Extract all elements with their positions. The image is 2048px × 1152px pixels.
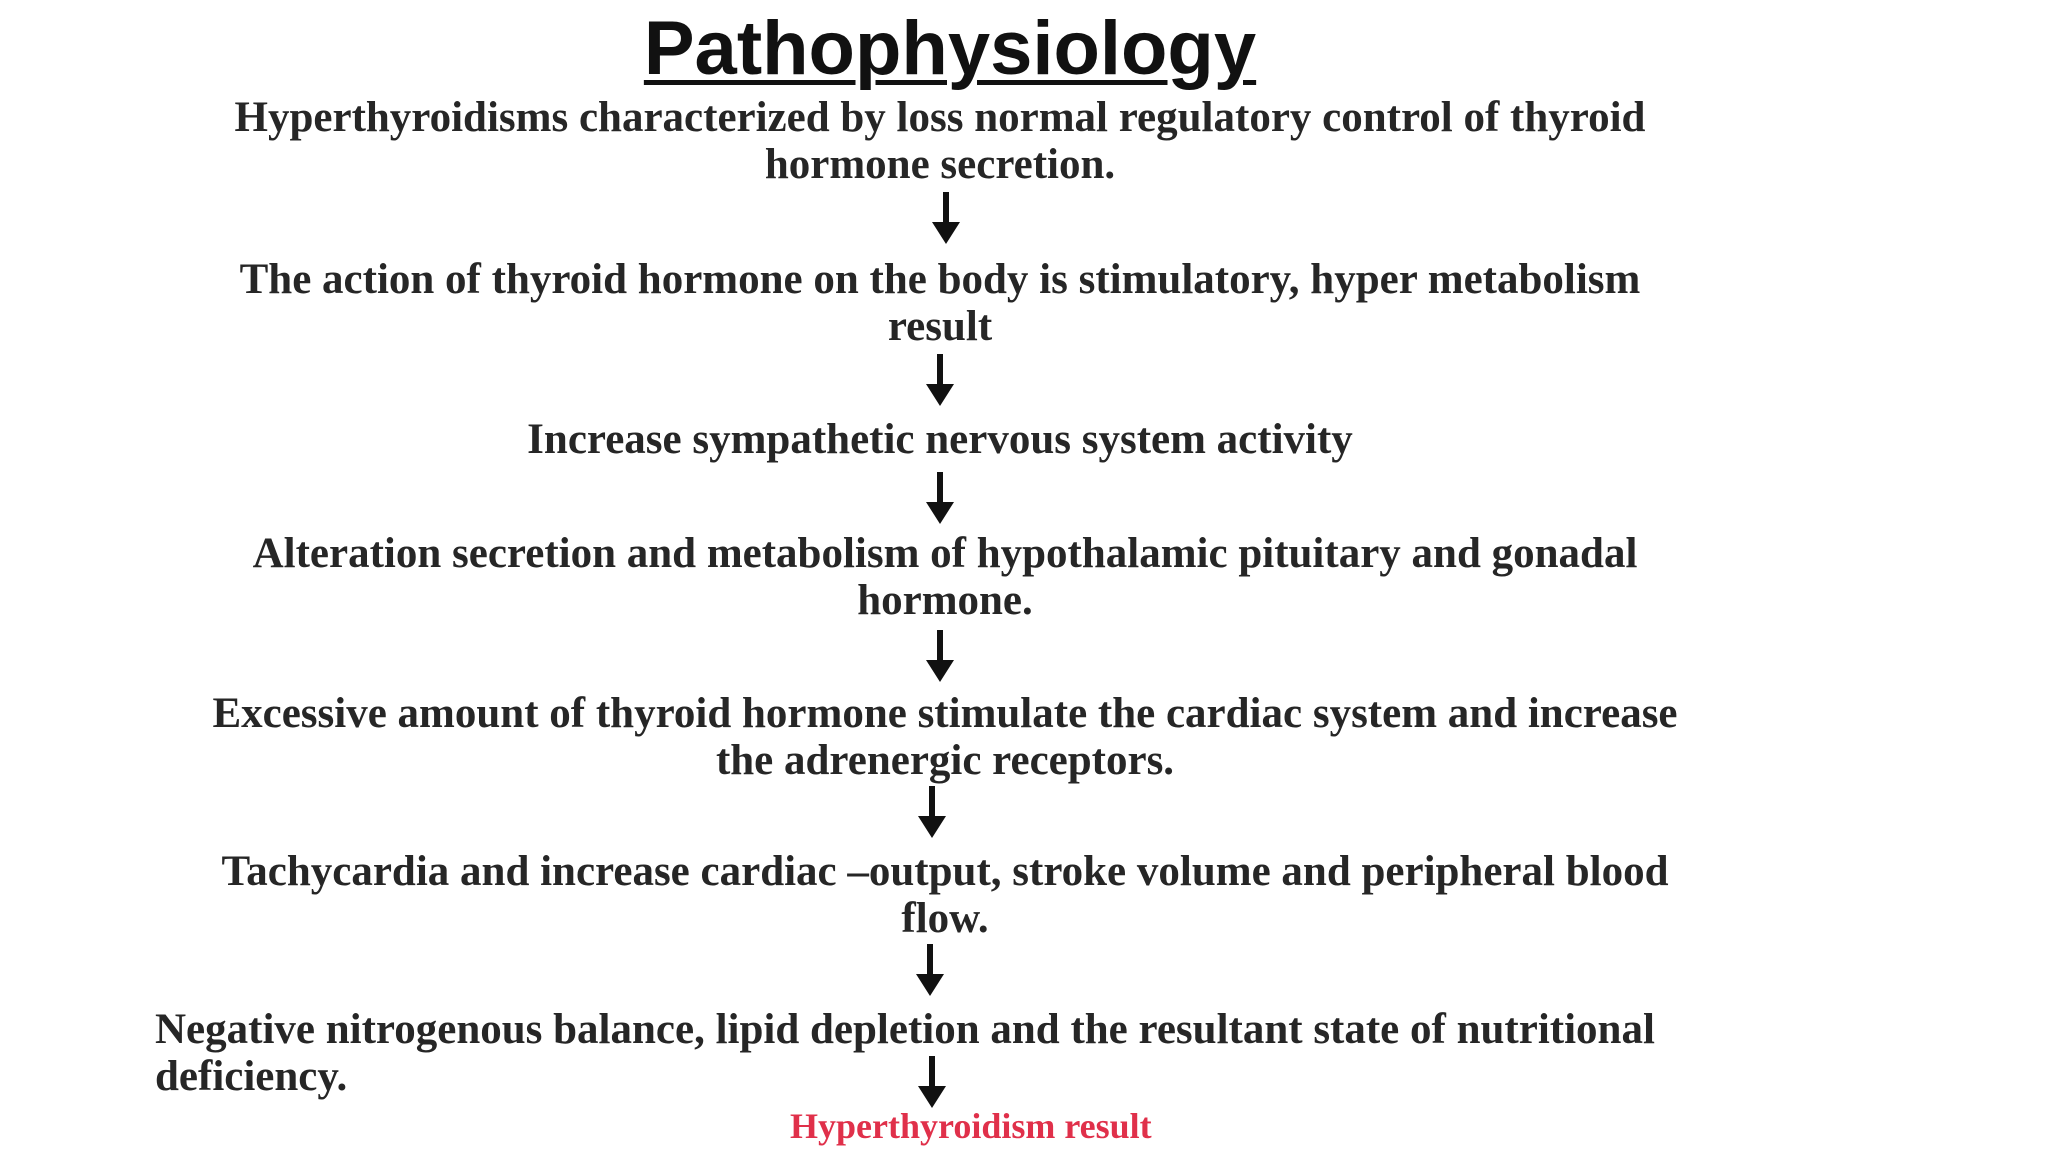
flow-step-6: Tachycardia and increase cardiac –output, stroke volume and peripheral blood flow. xyxy=(221,848,1669,942)
flow-arrow-5 xyxy=(912,784,952,840)
flow-step-1: Hyperthyroidisms characterized by loss normal regulatory control of thyroid hormone secretion. xyxy=(234,94,1646,188)
flow-step-5: Excessive amount of thyroid hormone stimulate the cardiac system and increase the adrenergic receptors. xyxy=(212,690,1678,784)
flow-step-4: Alteration secretion and metabolism of hypothalamic pituitary and gonadal hormone. xyxy=(252,530,1638,624)
flow-step-2: The action of thyroid hormone on the body is stimulatory, hyper metabolism result xyxy=(239,256,1641,350)
flow-arrow-3 xyxy=(920,470,960,526)
flow-step-7: Negative nitrogenous balance, lipid depletion and the resultant state of nutritional deficiency. xyxy=(155,1006,1655,1100)
flow-arrow-6 xyxy=(910,942,950,998)
flow-result: Hyperthyroidism result xyxy=(790,1106,1152,1146)
flow-step-3: Increase sympathetic nervous system activity xyxy=(527,416,1353,463)
flow-arrow-1 xyxy=(926,190,966,246)
flow-arrow-7 xyxy=(912,1054,952,1110)
flow-arrow-4 xyxy=(920,628,960,684)
page-title: Pathophysiology xyxy=(643,6,1257,91)
flow-arrow-2 xyxy=(920,352,960,408)
